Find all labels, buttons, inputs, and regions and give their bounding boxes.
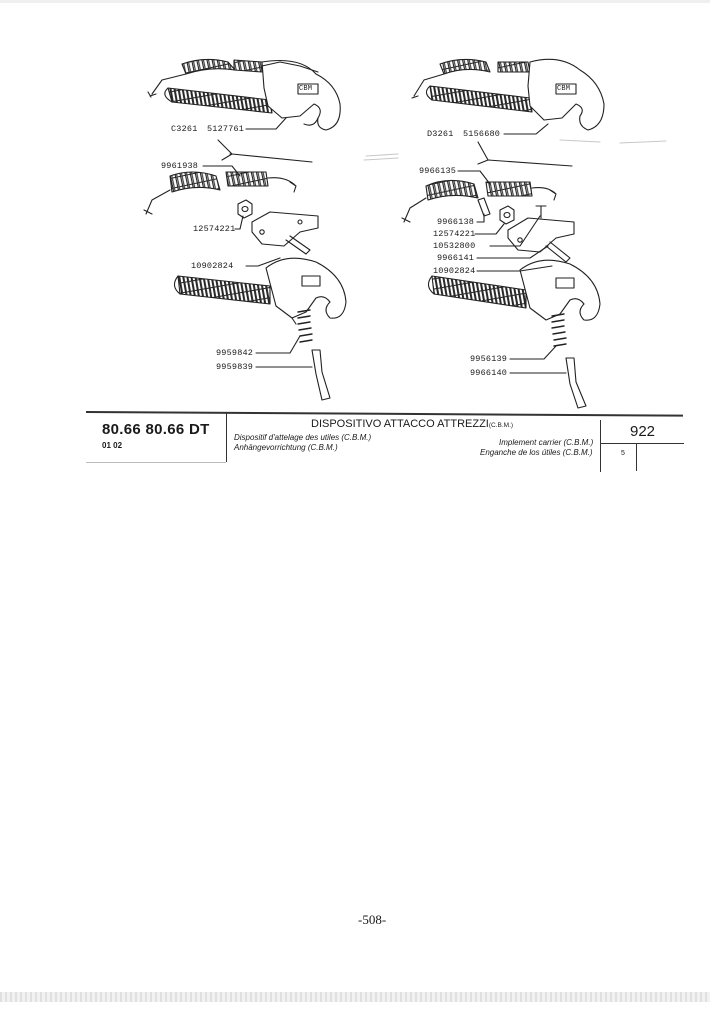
right-hook-badge: CBM: [557, 85, 571, 93]
left-bracket-plate: [252, 212, 318, 246]
title-block-divider-4: [636, 443, 637, 471]
left-assembled-hook: [148, 59, 340, 130]
label-right-small-pin: 9966138: [437, 217, 475, 227]
leader-9966138: [477, 214, 484, 222]
title-block-divider-1: [226, 412, 227, 462]
label-right-assembly-part: 5156680: [463, 129, 501, 139]
label-left-bolt: 10902824: [191, 261, 234, 271]
label-right-washer: 10532800: [433, 241, 476, 251]
leader-5156680: [504, 124, 548, 134]
label-right-bracket: 9966141: [437, 253, 475, 263]
scan-edge-bottom: [0, 992, 710, 1002]
right-assembled-hook: [412, 59, 604, 130]
label-left-spring: 9959842: [216, 348, 254, 358]
title-french: Dispositif d'attelage des utiles (C.B.M.): [234, 433, 372, 442]
title-block-bottom-rule: [86, 462, 226, 463]
label-right-chain: 9966135: [419, 166, 457, 176]
leader-9956139: [510, 346, 556, 359]
label-right-nut: 12574221: [433, 229, 476, 239]
label-left-assembly-ref: C3261: [171, 124, 198, 134]
left-pin: [312, 350, 330, 400]
label-left-assembly-part: 5127761: [207, 124, 245, 134]
edition-date: 01 02: [102, 441, 123, 450]
label-right-spring: 9956139: [470, 354, 508, 364]
model-designation: 80.66 80.66 DT: [102, 421, 210, 438]
label-left-pin: 9959839: [216, 362, 254, 372]
title-spanish: Enganche de los útiles (C.B.M.): [480, 448, 593, 457]
title-italian: [311, 418, 513, 430]
left-hook-badge: CBM: [299, 85, 313, 93]
right-washer: [536, 206, 546, 218]
label-right-bolt: 10902824: [433, 266, 476, 276]
label-right-pin: 9966140: [470, 368, 508, 378]
right-bracket-plate: [508, 218, 574, 252]
leader-9959842: [256, 336, 300, 353]
leader-12574221: [235, 216, 243, 229]
title-block-divider-3: [600, 443, 684, 444]
title-italian-suffix: (C.B.M.): [488, 422, 514, 429]
right-group-bracket: [478, 142, 572, 166]
left-group-bracket: [218, 140, 312, 162]
title-italian-text: DISPOSITIVO ATTACCO ATTREZZI: [311, 418, 489, 430]
label-left-nut: 12574221: [193, 224, 236, 234]
right-small-pin: [478, 198, 490, 216]
right-nut: [500, 206, 514, 224]
left-chain: [144, 172, 296, 214]
leader-12574221-right: [475, 224, 504, 234]
title-german: Anhängevorrichtung (C.B.M.): [234, 443, 338, 452]
plate-number: 922: [630, 423, 656, 440]
title-block-divider-2: [600, 420, 601, 472]
right-spring: [552, 314, 566, 346]
label-left-chain: 9961938: [161, 161, 199, 171]
page-number: -508-: [358, 912, 387, 927]
title-english: Implement carrier (C.B.M.): [499, 438, 594, 447]
bleed-through-marks: [364, 140, 666, 160]
leader-5127761: [246, 118, 286, 129]
right-bolt: [546, 242, 570, 262]
right-pin: [566, 358, 586, 408]
label-right-assembly-ref: D3261: [427, 129, 454, 139]
left-nut: [238, 200, 252, 218]
sheet-number: 5: [621, 450, 625, 457]
